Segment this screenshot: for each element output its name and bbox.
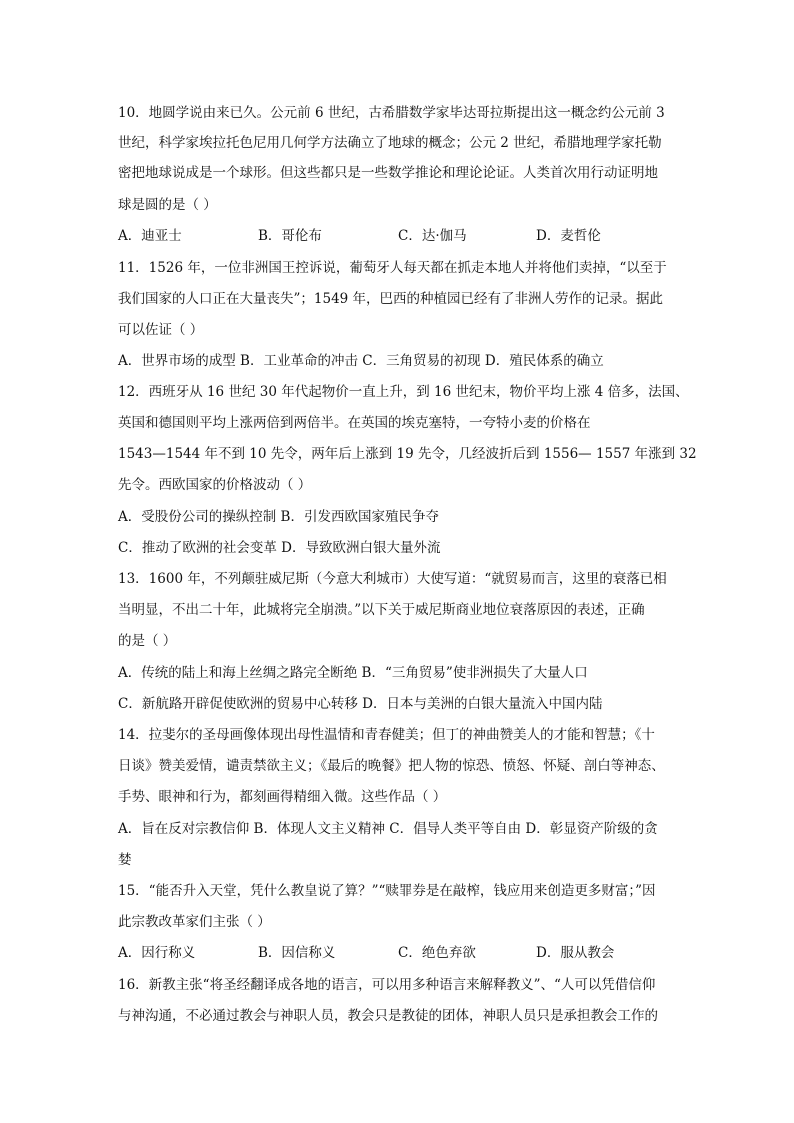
- question-text-line: 当明显，不出二十年，此城将完全崩溃。”以下关于威尼斯商业地位衰落原因的表述，正确: [118, 602, 645, 618]
- option-a: A．迪亚士: [118, 228, 182, 244]
- question-text-line: 日谈》赞美爱情，谴责禁欲主义；《最后的晚餐》把人物的惊恐、愤怒、怀疑、剖白等神态、: [118, 758, 665, 774]
- question-text-line: 与神沟通，不必通过教会与神职人员，教会只是教徒的团体，神职人员只是承担教会工作的: [118, 1008, 658, 1024]
- option-c: C．绝色弃欲: [398, 945, 476, 961]
- option-b: B．哥伦布: [258, 228, 322, 244]
- question-text-line: 1543—1544 年不到 10 先令，两年后上涨到 19 先令，几经波折后到 1556— 1557 年涨到 32: [118, 446, 697, 462]
- options-row: A．传统的陆上和海上丝绸之路完全断绝 B．“三角贸易”使非洲损失了大量人口: [118, 665, 588, 681]
- options-row: C．推动了欧洲的社会变革 D．导致欧洲白银大量外流: [118, 540, 441, 556]
- question-text-line: 16．新教主张“将圣经翻译成各地的语言，可以用多种语言来解释教义”、“人可以凭借信仰: [118, 977, 656, 993]
- question-text-line: 14．拉斐尔的圣母画像体现出母性温情和青春健美；但丁的神曲赞美人的才能和智慧；《十: [118, 727, 655, 743]
- question-text-line: 手势、眼神和行为，都刻画得精细入微。这些作品（ ）: [118, 789, 447, 805]
- options-row: A．受股份公司的操纵控制 B．引发西欧国家殖民争夺: [118, 509, 439, 525]
- options-row: C．新航路开辟促使欧洲的贸易中心转移 D．日本与美洲的白银大量流入中国内陆: [118, 696, 603, 712]
- option-d: D．服从教会: [536, 945, 615, 961]
- options-row: 婪: [118, 852, 132, 868]
- question-text-line: 15．“能否升入天堂，凭什么教皇说了算？”“赎罪券是在敲榨，钱应用来创造更多财富；”因: [118, 883, 656, 899]
- question-text-line: 10．地圆学说由来已久。公元前 6 世纪，古希腊数学家毕达哥拉斯提出这一概念约公元前 3: [118, 105, 665, 121]
- option-c: C．达·伽马: [398, 228, 467, 244]
- question-text-line: 密把地球说成是一个球形。但这些都只是一些数学推论和理论论证。人类首次用行动证明地: [118, 165, 658, 181]
- question-text-line: 先令。西欧国家的价格波动（ ）: [118, 477, 312, 493]
- question-text-line: 13．1600 年，不列颠驻威尼斯（今意大利城市）大使写道：“就贸易而言，这里的衰落已相: [118, 571, 667, 587]
- question-text-line: 可以佐证（ ）: [118, 322, 204, 338]
- option-a: A．因行称义: [118, 945, 196, 961]
- option-b: B．因信称义: [258, 945, 336, 961]
- option-d: D．麦哲伦: [536, 228, 601, 244]
- question-text-line: 11．1526 年，一位非洲国王控诉说，葡萄牙人每天都在抓走本地人并将他们卖掉，“以至于: [118, 260, 667, 276]
- question-text-line: 我们国家的人口正在大量丧失”；1549 年，巴西的种植园已经有了非洲人劳作的记录。据此: [118, 291, 664, 307]
- question-text-line: 的是（ ）: [118, 633, 177, 649]
- question-text-line: 英国和德国则平均上涨两倍到两倍半。在英国的埃克塞特，一夸特小麦的价格在: [118, 415, 591, 431]
- question-text-line: 12．西班牙从 16 世纪 30 年代起物价一直上升，到 16 世纪末，物价平均上涨 4 倍多，法国、: [118, 384, 689, 400]
- question-text-line: 球是圆的是（ ）: [118, 197, 217, 213]
- options-row: A．世界市场的成型 B．工业革命的冲击 C．三角贸易的初现 D．殖民体系的确立: [118, 353, 604, 369]
- options-row: A．旨在反对宗教信仰 B．体现人文主义精神 C．倡导人类平等自由 D．彰显资产阶级的贪: [118, 821, 658, 837]
- question-text-line: 世纪，科学家埃拉托色尼用几何学方法确立了地球的概念；公元 2 世纪，希腊地理学家托勒: [118, 135, 662, 151]
- question-text-line: 此宗教改革家们主张（ ）: [118, 914, 271, 930]
